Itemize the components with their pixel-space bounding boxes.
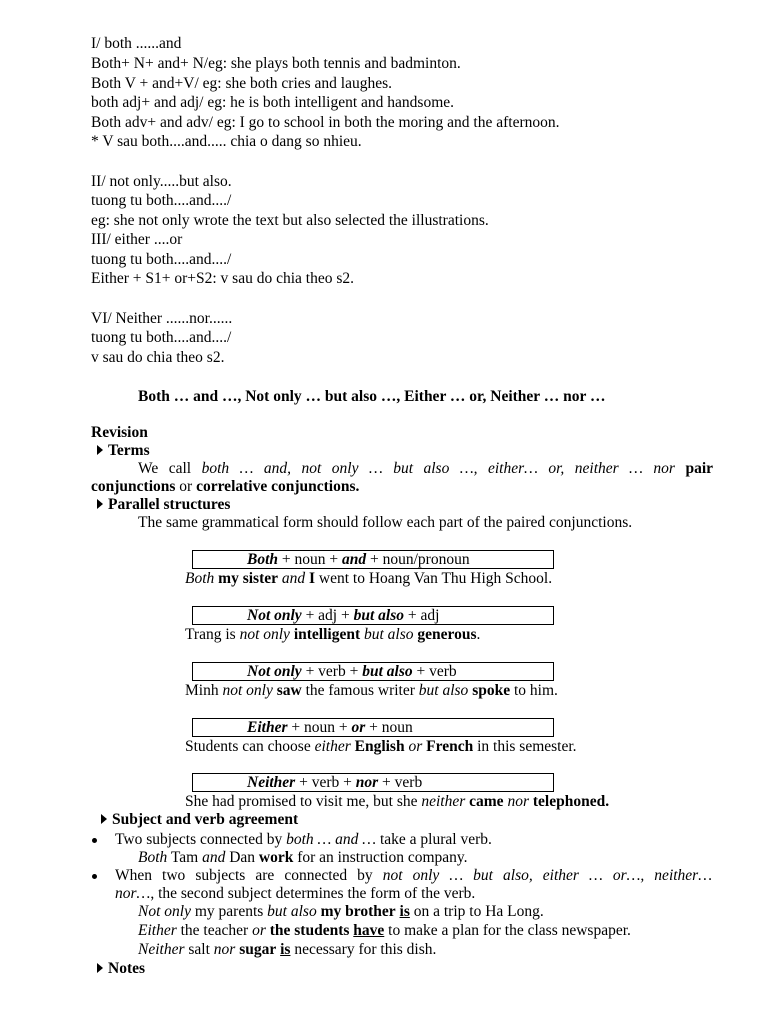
both-note: * V sau both....and..... chia o dang so nhieu. <box>91 133 362 150</box>
example-both-and: Both my sister and I went to Hoang Van Thu High School. <box>185 570 553 587</box>
revision-heading: Revision <box>91 424 148 441</box>
either-or-title: III/ either ....or <box>91 231 183 248</box>
agreement-example-1: Both Tam and Dan work for an instruction company. <box>138 849 468 866</box>
agreement-example-2: Not only my parents but also my brother is on a trip to Ha Long. <box>138 903 544 920</box>
formula-box-not-only-adj: Not only + adj + but also + adj <box>192 606 554 625</box>
example-not-only-adj: Trang is not only intelligent but also generous. <box>185 626 481 643</box>
formula-box-either-or: Either + noun + or + noun <box>192 718 554 737</box>
not-only-note: tuong tu both....and..../ <box>91 192 232 209</box>
example-either-or: Students can choose either English or French in this semester. <box>185 738 577 755</box>
not-only-title: II/ not only.....but also. <box>91 173 232 190</box>
not-only-example: eg: she not only wrote the text but also selected the illustrations. <box>91 212 489 229</box>
both-adv-example: Both adv+ and adv/ eg: I go to school in both the moring and the afternoon. <box>91 114 560 131</box>
triangle-bullet-icon <box>97 499 103 509</box>
triangle-bullet-icon <box>101 814 107 824</box>
either-or-note: tuong tu both....and..../ <box>91 251 232 268</box>
neither-nor-note: tuong tu both....and..../ <box>91 329 232 346</box>
triangle-bullet-icon <box>97 445 103 455</box>
both-verb-example: Both V + and+V/ eg: she both cries and laughes. <box>91 75 393 92</box>
example-neither-nor: She had promised to visit me, but she neither came nor telephoned. <box>185 793 610 810</box>
agreement-example-4: Neither salt nor sugar is necessary for this dish. <box>138 941 437 958</box>
bullet-dot-icon <box>92 838 97 843</box>
both-and-title: I/ both ......and <box>91 35 182 52</box>
triangle-bullet-icon <box>97 963 103 973</box>
agreement-rule-2-line-1: When two subjects are connected by not only … but also, either … or…, neither… <box>115 867 712 884</box>
notes-heading: Notes <box>97 960 145 978</box>
parallel-structures-text: The same grammatical form should follow each part of the paired conjunctions. <box>138 514 633 531</box>
agreement-rule-1: Two subjects connected by both … and … take a plural verb. <box>115 831 492 848</box>
agreement-rule-2-line-2: nor…, the second subject determines the form of the verb. <box>115 885 476 902</box>
parallel-structures-heading: Parallel structures <box>97 496 230 514</box>
agreement-heading: Subject and verb agreement <box>101 811 298 829</box>
neither-nor-title: VI/ Neither ......nor...... <box>91 310 233 327</box>
formula-box-neither-nor: Neither + verb + nor + verb <box>192 773 554 792</box>
example-not-only-verb: Minh not only saw the famous writer but also spoke to him. <box>185 682 558 699</box>
terms-line-2: conjunctions or correlative conjunctions. <box>91 478 360 495</box>
formula-box-both-and: Both + noun + and + noun/pronoun <box>192 550 554 569</box>
neither-nor-rule: v sau do chia theo s2. <box>91 349 225 366</box>
terms-line-1: We call both … and, not only … but also …, either… or, neither … nor pair <box>138 460 714 477</box>
agreement-example-3: Either the teacher or the students have to make a plan for the class newspaper. <box>138 922 631 939</box>
both-noun-example: Both+ N+ and+ N/eg: she plays both tennis and badminton. <box>91 55 461 72</box>
lesson-heading: Both … and …, Not only … but also …, Either … or, Neither … nor … <box>138 388 606 405</box>
either-or-rule: Either + S1+ or+S2: v sau do chia theo s2. <box>91 270 355 287</box>
bullet-dot-icon <box>92 874 97 879</box>
both-adj-example: both adj+ and adj/ eg: he is both intelligent and handsome. <box>91 94 455 111</box>
formula-box-not-only-verb: Not only + verb + but also + verb <box>192 662 554 681</box>
terms-heading: Terms <box>97 442 150 460</box>
